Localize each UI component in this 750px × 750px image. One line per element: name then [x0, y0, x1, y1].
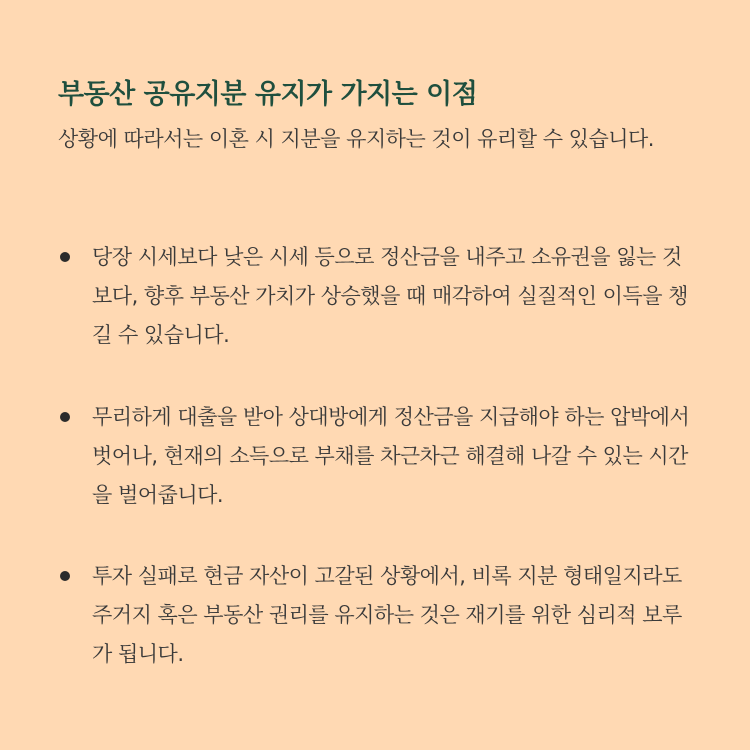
- page-subtitle: 상황에 따라서는 이혼 시 지분을 유지하는 것이 유리할 수 있습니다.: [58, 127, 654, 151]
- bullet-dot-icon: [60, 571, 70, 581]
- list-item: [60, 557, 694, 674]
- list-item: [60, 398, 694, 515]
- list-item-text: 당장 시세보다 낮은 시세 등으로 정산금을 내주고 소유권을 잃는 것보다, 향후 부동산 가치가 상승했을 때 매각하여 실질적인 이득을 챙길 수 있습니다.: [92, 245, 688, 347]
- page-title: 부동산 공유지분 유지가 가지는 이점: [58, 79, 478, 110]
- bullet-dot-icon: [60, 252, 70, 262]
- list-item-text: 투자 실패로 현금 자산이 고갈된 상황에서, 비록 지분 형태일지라도 주거지 혹은 부동산 권리를 유지하는 것은 재기를 위한 심리적 보루가 됩니다.: [92, 564, 682, 666]
- list-item-text: 무리하게 대출을 받아 상대방에게 정산금을 지급해야 하는 압박에서 벗어나, 현재의 소득으로 부채를 차근차근 해결해 나갈 수 있는 시간을 벌어줍니다.: [92, 405, 690, 507]
- list-item: [60, 238, 694, 355]
- bullet-dot-icon: [60, 412, 70, 422]
